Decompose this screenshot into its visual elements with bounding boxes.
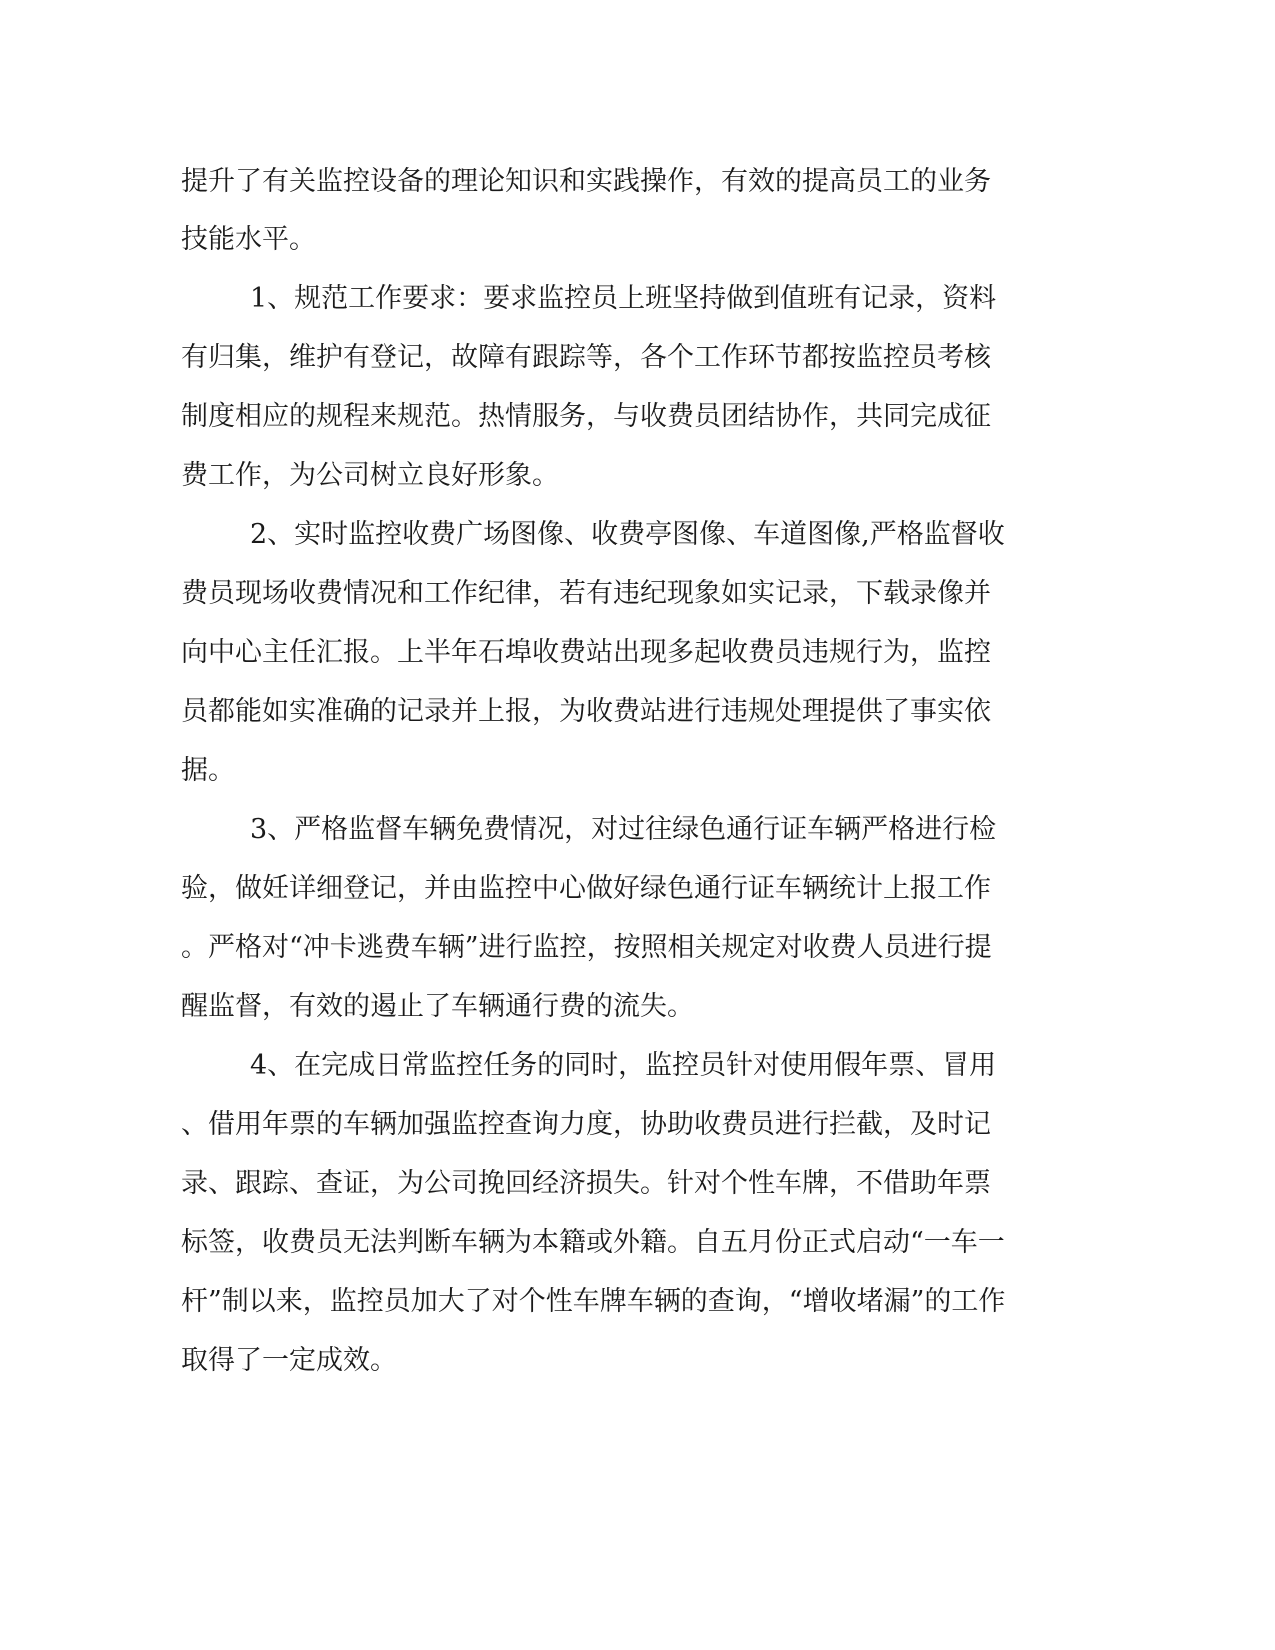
- text-line: 。严格对“冲卡逃费车辆”进行监控，按照相关规定对收费人员进行提: [181, 932, 992, 963]
- paragraph-3-first-line: 3、严格监督车辆免费情况，对过往绿色通行证车辆严格进行检: [250, 814, 997, 845]
- text-line: 、借用年票的车辆加强监控查询力度，协助收费员进行拦截，及时记: [181, 1109, 991, 1140]
- text-line: 醒监督，有效的遏止了车辆通行费的流失。: [181, 991, 694, 1022]
- text-line: 标签，收费员无法判断车辆为本籍或外籍。自五月份正式启动“一车一: [181, 1227, 1005, 1258]
- text-line: 员都能如实准确的记录并上报，为收费站进行违规处理提供了事实依: [181, 696, 991, 727]
- text-line: 制度相应的规程来规范。热情服务，与收费员团结协作，共同完成征: [181, 401, 991, 432]
- text-line: 取得了一定成效。: [181, 1345, 397, 1376]
- paragraph-2-first-line: 2、实时监控收费广场图像、收费亭图像、车道图像,严格监督收: [250, 519, 1005, 550]
- paragraph-4-first-line: 4、在完成日常监控任务的同时，监控员针对使用假年票、冒用: [250, 1050, 997, 1081]
- text-line: 有归集，维护有登记，故障有跟踪等，各个工作环节都按监控员考核: [181, 342, 991, 373]
- text-line: 提升了有关监控设备的理论知识和实践操作，有效的提高员工的业务: [181, 166, 991, 197]
- text-line: 技能水平。: [181, 224, 316, 255]
- text-line: 费工作，为公司树立良好形象。: [181, 460, 559, 491]
- text-line: 验，做妊详细登记，并由监控中心做好绿色通行证车辆统计上报工作: [181, 873, 991, 904]
- text-line: 杆”制以来，监控员加大了对个性车牌车辆的查询，“增收堵漏”的工作: [181, 1286, 1006, 1317]
- paragraph-1-first-line: 1、规范工作要求：要求监控员上班坚持做到值班有记录，资料: [250, 283, 997, 314]
- text-line: 向中心主任汇报。上半年石埠收费站出现多起收费员违规行为，监控: [181, 637, 991, 668]
- text-line: 录、跟踪、查证，为公司挽回经济损失。针对个性车牌，不借助年票: [181, 1168, 991, 1199]
- text-line: 费员现场收费情况和工作纪律，若有违纪现象如实记录，下载录像并: [181, 578, 991, 609]
- text-line: 据。: [181, 755, 235, 786]
